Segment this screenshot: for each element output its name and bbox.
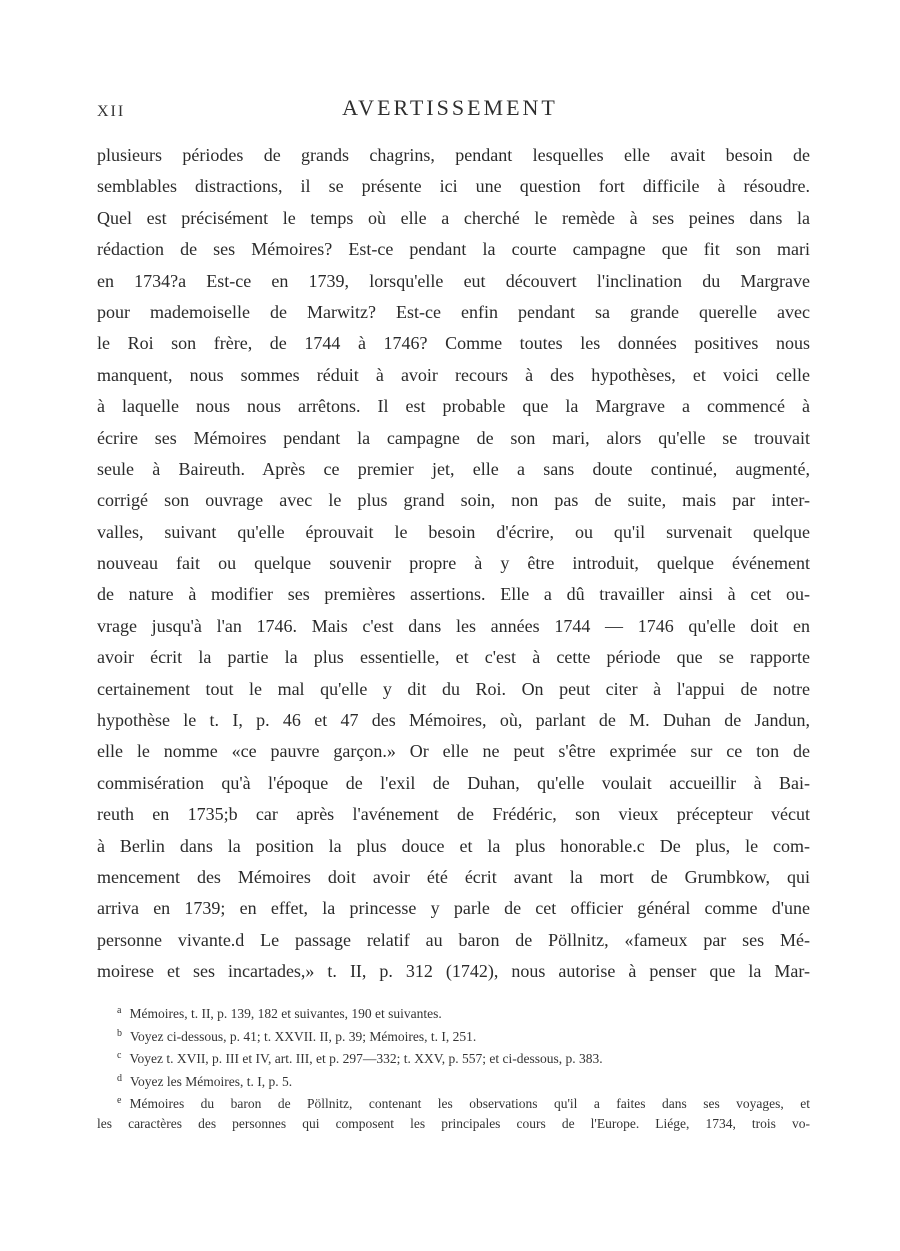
body-line: corrigé son ouvrage avec le plus grand soin, non pas de suite, mais par inter-	[97, 490, 810, 511]
body-line: de nature à modifier ses premières assertions. Elle a dû travailler ainsi à cet ou-	[97, 584, 810, 605]
body-line: plusieurs périodes de grands chagrins, pendant lesquelles elle avait besoin de	[97, 145, 810, 165]
body-line: reuth en 1735;b car après l'avénement de Frédéric, son vieux précepteur vécut	[97, 804, 810, 825]
body-line: écrire ses Mémoires pendant la campagne de son mari, alors qu'elle se trouvait	[97, 427, 810, 448]
footnote	[97, 1090, 810, 1113]
body-line: à laquelle nous nous arrêtons. Il est probable que la Margrave a commencé à	[97, 396, 810, 417]
footnote-mark: d	[117, 1072, 122, 1084]
body-line: le Roi son frère, de 1744 à 1746? Comme toutes les données positives nous	[97, 333, 810, 354]
running-title: AVERTISSEMENT	[342, 95, 558, 120]
footnote-text: Mémoires, t. II, p. 139, 182 et suivantes, 190 et suivantes.	[129, 1006, 442, 1021]
body-line: moirese et ses incartades,» t. II, p. 312 (1742), nous autorise à penser que la Mar-	[97, 961, 810, 982]
body-line: certainement tout le mal qu'elle y dit du Roi. On peut citer à l'appui de notre	[97, 678, 810, 699]
footnote	[97, 1023, 810, 1046]
footnote-mark: a	[117, 1005, 122, 1016]
body-line: pour mademoiselle de Marwitz? Est-ce enfin pendant sa grande querelle avec	[97, 301, 810, 322]
body-line: avoir écrit la partie la plus essentielle, et c'est à cette période que se rapporte	[97, 647, 810, 668]
body-line: vrage jusqu'à l'an 1746. Mais c'est dans les années 1744 — 1746 qu'elle doit en	[97, 615, 810, 636]
footnote-mark: b	[117, 1027, 122, 1039]
footnotes	[97, 1000, 810, 1135]
body-line: elle le nomme «ce pauvre garçon.» Or elle ne peut s'être exprimée sur ce ton de	[97, 741, 810, 762]
body-line: à Berlin dans la position la plus douce et la plus honorable.c De plus, le com-	[97, 835, 810, 856]
footnote-text: Mémoires du baron de Pöllnitz, contenant les observations qu'il a faites dans ses voyages, et	[129, 1096, 810, 1111]
footnote-text: Voyez ci-dessous, p. 41; t. XXVII. II, p. 39; Mémoires, t. I, 251.	[130, 1028, 477, 1044]
body-line: seule à Baireuth. Après ce premier jet, elle a sans doute continué, augmenté,	[97, 458, 810, 479]
body-line: hypothèse le t. I, p. 46 et 47 des Mémoires, où, parlant de M. Duhan de Jandun,	[97, 710, 810, 731]
body-text	[97, 140, 810, 988]
body-line: mencement des Mémoires doit avoir été écrit avant la mort de Grumbkow, qui	[97, 866, 810, 887]
footnote-mark: c	[117, 1050, 122, 1061]
body-line: manquent, nous sommes réduit à avoir recours à des hypothèses, et voici celle	[97, 364, 810, 385]
body-line: Quel est précisément le temps où elle a cherché le remède à ses peines dans la	[97, 207, 810, 228]
body-line: en 1734?a Est-ce en 1739, lorsqu'elle eut découvert l'inclination du Margrave	[97, 270, 810, 291]
body-line: rédaction de ses Mémoires? Est-ce pendant la courte campagne que fit son mari	[97, 239, 810, 260]
body-line: commisération qu'à l'époque de l'exil de Duhan, qu'elle voulait accueillir à Bai-	[97, 772, 810, 793]
body-line: semblables distractions, il se présente ici une question fort difficile à résoudre.	[97, 176, 810, 197]
footnote-continuation	[97, 1113, 810, 1136]
page-number: XII	[97, 103, 126, 120]
body-line: nouveau fait ou quelque souvenir propre à y être introduit, quelque événement	[97, 553, 810, 574]
footnote	[97, 1045, 810, 1068]
footnote-text: Voyez t. XVII, p. III et IV, art. III, et p. 297—332; t. XXV, p. 557; et ci-dessous, p. 383.	[129, 1051, 603, 1066]
footnote-text: les caractères des personnes qui composent les principales cours de l'Europe. Liége, 1734, trois vo-	[97, 1115, 810, 1131]
footnote-mark: e	[117, 1095, 122, 1106]
body-line: valles, suivant qu'elle éprouvait le besoin d'écrire, ou qu'il survenait quelque	[97, 521, 810, 542]
footnote	[97, 1068, 810, 1091]
footnote	[97, 1000, 810, 1023]
body-line: personne vivante.d Le passage relatif au baron de Pöllnitz, «fameux par ses Mé-	[97, 929, 810, 950]
footnote-text: Voyez les Mémoires, t. I, p. 5.	[130, 1073, 293, 1089]
body-line: arriva en 1739; en effet, la princesse y parle de cet officier général comme d'une	[97, 898, 810, 919]
